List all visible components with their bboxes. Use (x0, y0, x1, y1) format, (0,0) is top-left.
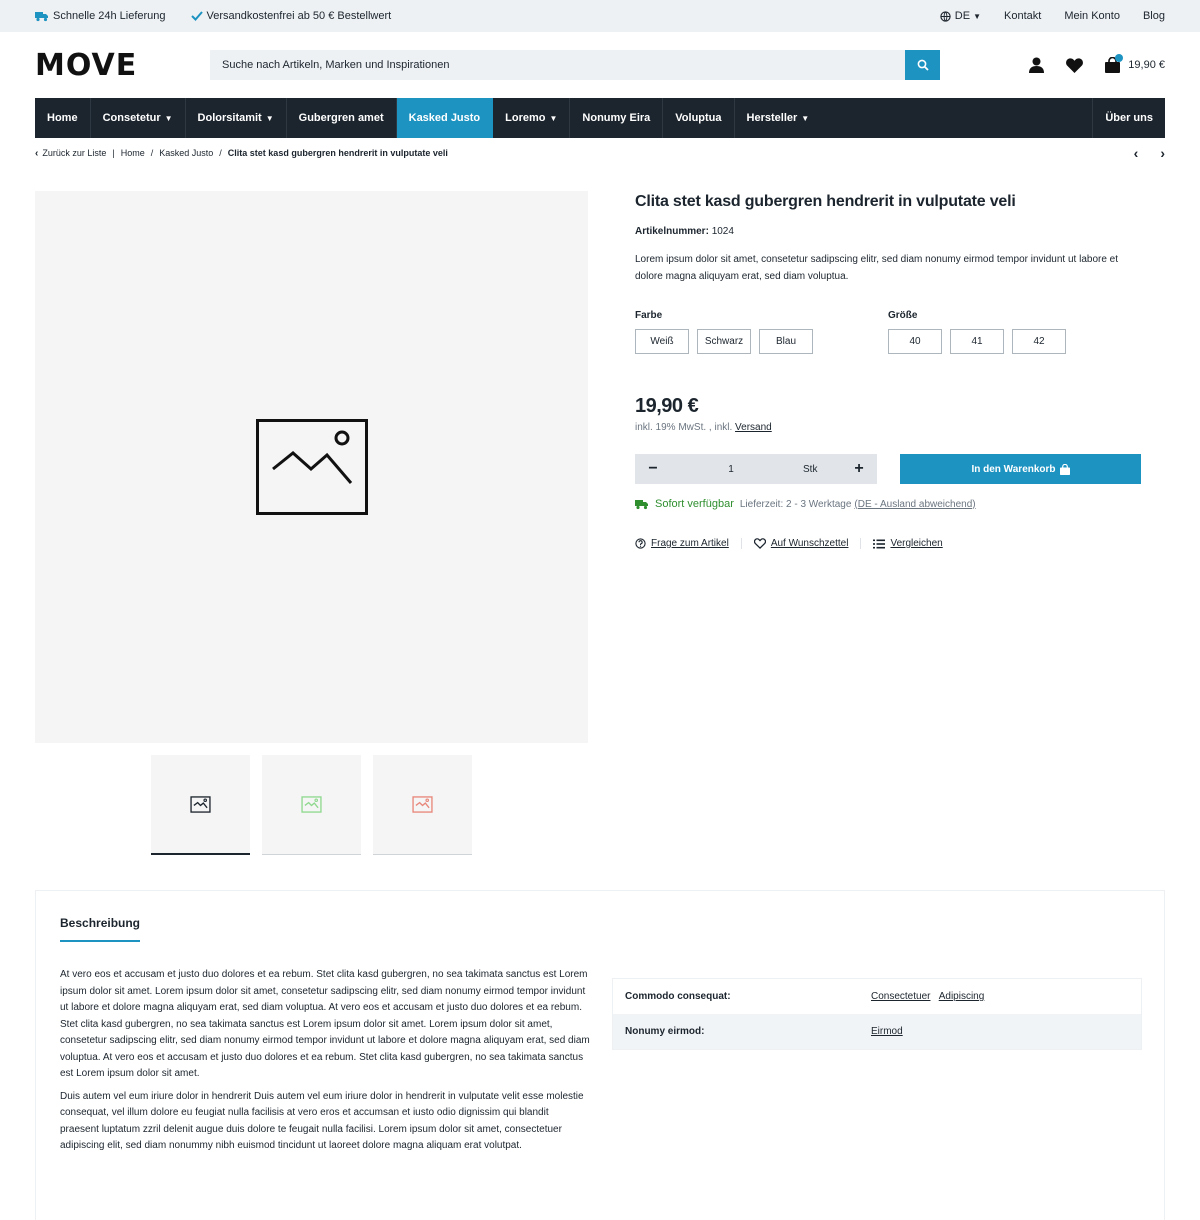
property-value-link[interactable]: Adipiscing (938, 991, 985, 1002)
logo[interactable]: MOVE (35, 47, 138, 83)
link-blog[interactable]: Blog (1142, 10, 1165, 22)
language-switcher[interactable] (940, 10, 981, 22)
user-icon (1029, 57, 1044, 73)
product-price: 19,90 € (635, 395, 699, 417)
add-to-cart-label: In den Warenkorb (971, 463, 1056, 475)
next-product-icon[interactable]: › (1160, 145, 1165, 161)
back-to-list-link[interactable]: Zurück zur Liste (42, 148, 107, 158)
thumbnail-strip (151, 755, 484, 855)
image-placeholder-icon (412, 796, 433, 813)
chevron-left-icon: ‹ (35, 147, 39, 159)
product-title: Clita stet kasd gubergren hendrerit in vulputate veli (635, 193, 1016, 210)
color-option-weiss[interactable]: Weiß (635, 329, 689, 354)
size-group (888, 310, 1141, 354)
color-label: Farbe (635, 310, 663, 321)
property-value-link[interactable]: Consectetuer (871, 991, 931, 1002)
question-label: Frage zum Artikel (651, 538, 729, 549)
language-label: DE (954, 10, 971, 22)
nav-item-consetetur[interactable] (91, 98, 186, 138)
nav-item-gubergren-amet[interactable] (287, 98, 397, 138)
product-info (635, 191, 1141, 549)
usp-delivery (35, 10, 166, 22)
globe-icon (940, 11, 951, 22)
property-key: Nonumy eirmod: (625, 1026, 705, 1037)
quantity-plus-button[interactable]: + (854, 460, 864, 477)
nav-label: Loremo (505, 112, 546, 124)
property-values (871, 1026, 909, 1037)
shopping-bag-icon (1060, 464, 1070, 475)
quantity-stepper (635, 454, 877, 484)
delivery-note-link[interactable]: (DE - Ausland abweichend) (854, 498, 976, 510)
truck-icon (635, 499, 649, 510)
top-bar (0, 0, 1200, 32)
properties-row (613, 979, 1141, 1014)
article-number (635, 226, 1141, 237)
product-detail-tabs (35, 890, 1165, 1220)
breadcrumb-separator: / (219, 148, 222, 158)
nav-item-nonumy-eira[interactable] (570, 98, 663, 138)
nav-item-loremo[interactable] (493, 98, 570, 138)
nav-label: Dolorsitamit (197, 112, 262, 124)
buy-row (635, 454, 1141, 484)
thumbnail-3[interactable] (373, 755, 472, 855)
chevron-down-icon: ▼ (973, 11, 981, 21)
nav-item-hersteller[interactable] (735, 98, 822, 138)
nav-item-dolorsitamit[interactable] (186, 98, 287, 138)
nav-label: Gubergren amet (298, 112, 384, 124)
delivery-time: Lieferzeit: 2 - 3 Werktage (739, 498, 852, 510)
variant-selection (635, 310, 1141, 354)
description-paragraph: Duis autem vel eum iriure dolor in hendrerit Duis autem vel eum iriure dolor in hendrerit in vulputate velit esse molestie consequat, vel illum dolore eu feugiat nulla facilisis at vero eros et accumsan et iusto odio dignissim qui blandit praesent luptatum zzril delenit augue duis dolore te feugait nulla facilisi. Lorem ipsum dolor sit amet, consectetuer adipiscing elit, sed diam nonummy nibh euismod tincidunt ut laoreet dolore magna aliquam erat volutpat. (60, 1090, 584, 1151)
heart-outline-icon (754, 538, 766, 549)
usp-delivery-text: Schnelle 24h Lieferung (53, 10, 166, 22)
compare-label: Vergleichen (890, 538, 943, 549)
question-circle-icon (635, 538, 646, 549)
chevron-down-icon: ▼ (801, 113, 810, 123)
breadcrumb-separator: / (150, 148, 154, 158)
nav-label: Nonumy Eira (582, 112, 651, 124)
product-actions (635, 538, 1141, 549)
nav-label: Home (47, 112, 78, 124)
search-bar (210, 50, 940, 80)
nav-label: Über uns (1105, 112, 1153, 124)
quantity-value[interactable]: 1 (728, 463, 734, 475)
size-option-41[interactable]: 41 (950, 329, 1004, 354)
shipping-link[interactable]: Versand (735, 422, 772, 433)
truck-icon (35, 11, 49, 22)
usp-shipping (191, 10, 392, 22)
main-navigation (35, 98, 1165, 138)
description-paragraph: At vero eos et accusam et justo duo dolores et ea rebum. Stet clita kasd gubergren, no sea takimata sanctus est Lorem ipsum dolor sit amet. Lorem ipsum dolor sit amet, consetetur sadipscing elitr, sed diam nonumy eirmod tempor invidunt ut labore et dolore magna aliquyam erat, sed diam voluptua. At vero eos et accusam et justo duo dolores et ea rebum. Stet clita kasd gubergren, no sea takimata sanctus est Lorem ipsum dolor sit amet. Lorem ipsum dolor sit amet, consetetur sadipscing elitr, sed diam nonumy eirmod tempor invidunt ut labore et dolore magna aliquyam erat, sed diam voluptua. At vero eos et accusam et justo duo dolores et ea rebum. Stet clita kasd gubergren, no sea takimata sanctus est Lorem ipsum dolor sit amet. (60, 969, 590, 1079)
properties-row (613, 1014, 1141, 1049)
cart-button[interactable] (1105, 57, 1165, 73)
color-group (635, 310, 888, 354)
search-input[interactable] (210, 50, 905, 80)
nav-item-ueber-uns[interactable] (1093, 98, 1165, 138)
link-mein-konto[interactable]: Mein Konto (1064, 10, 1120, 22)
cart-total: 19,90 € (1128, 59, 1165, 71)
quantity-unit: Stk (803, 463, 818, 475)
nav-item-kasked-justo[interactable] (397, 98, 494, 138)
image-placeholder-icon (301, 796, 322, 813)
usp-shipping-text: Versandkostenfrei ab 50 € Bestellwert (206, 10, 392, 22)
size-label: Größe (888, 310, 918, 321)
link-kontakt[interactable]: Kontakt (1004, 10, 1042, 22)
search-icon (917, 59, 929, 71)
article-number-label: Artikelnummer: (635, 226, 709, 237)
search-button[interactable] (905, 50, 940, 80)
color-option-blau[interactable]: Blau (759, 329, 813, 354)
thumbnail-1[interactable] (151, 755, 250, 855)
product-description (60, 967, 590, 1161)
compare-button[interactable] (873, 538, 954, 549)
account-button[interactable] (1029, 57, 1044, 73)
breadcrumb (0, 138, 1200, 168)
check-icon (191, 11, 203, 21)
chevron-down-icon: ▼ (549, 113, 558, 123)
size-option-42[interactable]: 42 (1012, 329, 1066, 354)
thumbnail-2[interactable] (262, 755, 361, 855)
tax-text: inkl. 19% MwSt. , inkl. (635, 422, 733, 433)
tax-info (635, 422, 1141, 433)
add-to-cart-button[interactable] (900, 454, 1141, 484)
tab-beschreibung[interactable]: Beschreibung (60, 916, 140, 942)
stock-status: Sofort verfügbar (655, 498, 734, 510)
header (0, 32, 1200, 98)
image-placeholder-icon (190, 796, 211, 813)
chevron-down-icon: ▼ (164, 113, 173, 123)
properties-table (612, 978, 1142, 1050)
breadcrumb-category[interactable]: Kasked Justo (159, 148, 214, 158)
cart-badge-dot (1115, 54, 1123, 62)
chevron-down-icon: ▼ (265, 113, 274, 123)
list-icon (873, 539, 885, 549)
product-short-description: Lorem ipsum dolor sit amet, consetetur sadipscing elitr, sed diam nonumy eirmod tempor invidunt ut labore et dolore magna aliquyam erat, sed diam voluptua. (635, 254, 1119, 282)
color-option-schwarz[interactable]: Schwarz (697, 329, 751, 354)
property-key: Commodo consequat: (625, 991, 731, 1002)
nav-item-voluptua[interactable] (663, 98, 734, 138)
nav-spacer (821, 98, 1093, 138)
question-button[interactable] (635, 538, 742, 549)
nav-label: Consetetur (102, 112, 161, 124)
size-option-40[interactable]: 40 (888, 329, 942, 354)
heart-icon (1066, 58, 1083, 73)
article-number-value: 1024 (711, 226, 734, 237)
nav-label: Hersteller (746, 112, 798, 124)
wishlist-add-label: Auf Wunschzettel (770, 538, 849, 549)
wishlist-button[interactable] (1066, 58, 1083, 73)
property-value-link[interactable]: Eirmod (871, 1026, 903, 1037)
breadcrumb-home[interactable]: Home (120, 148, 145, 158)
delivery-status (635, 498, 1141, 510)
breadcrumb-separator: | (112, 148, 115, 158)
prev-product-icon[interactable]: ‹ (1133, 145, 1139, 161)
nav-item-home[interactable] (35, 98, 91, 138)
image-placeholder-icon (256, 419, 368, 515)
wishlist-add-button[interactable] (754, 538, 862, 549)
quantity-minus-button[interactable]: − (648, 460, 658, 477)
product-image[interactable] (35, 191, 588, 743)
breadcrumb-current: Clita stet kasd gubergren hendrerit in vulputate veli (227, 148, 448, 158)
nav-label: Kasked Justo (408, 112, 481, 124)
nav-label: Voluptua (675, 112, 722, 124)
property-values (871, 991, 990, 1002)
